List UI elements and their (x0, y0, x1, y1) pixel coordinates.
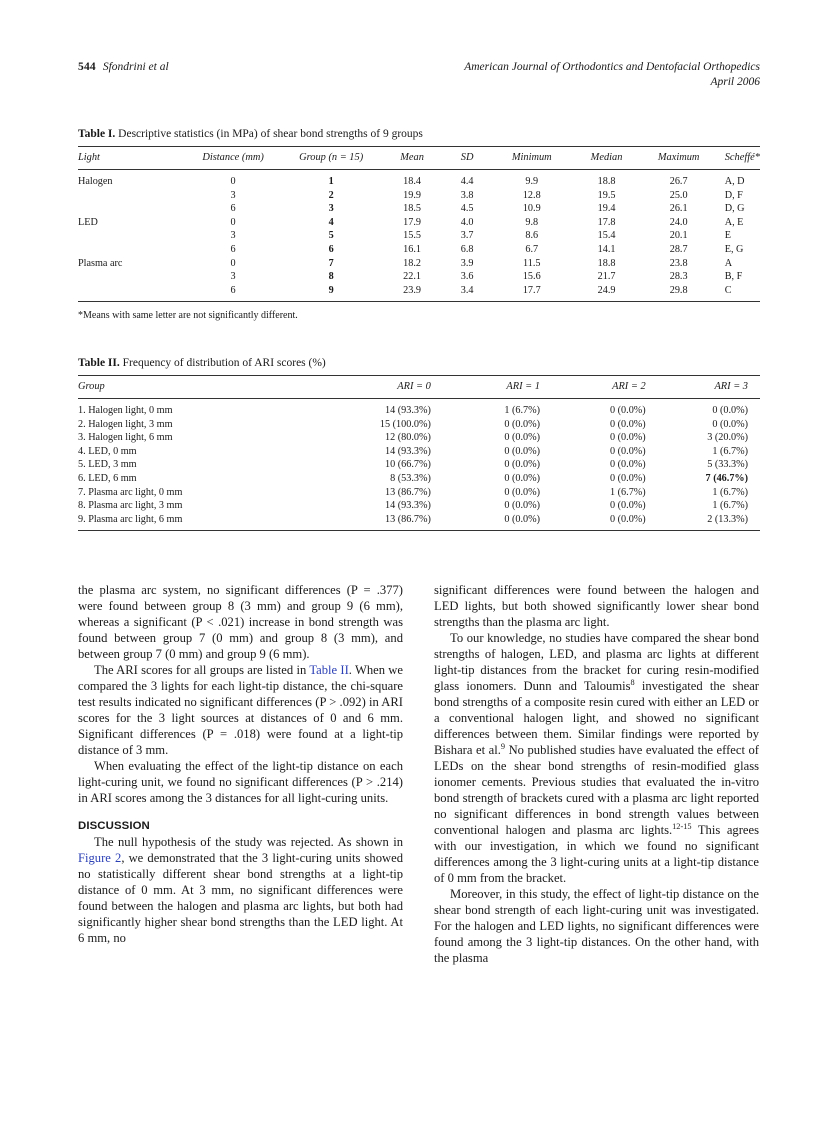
paragraph-continued: significant differences were found between the halogen and LED lights, but both showed significantly lower shear bond strengths than the plasma arc light. (434, 583, 759, 629)
right-column (434, 582, 759, 966)
cell-mean: 18.2 (403, 257, 421, 269)
paragraph-text: , we demonstrated that the 3 light-curing units showed no statistically different shear bond strengths at a light-tip distance of 0 mm. At 3 mm, no significant differences were found between the halogen and plasma arc lights, but both had significantly higher shear bond strengths than the LED light. At 6 mm, no (78, 851, 404, 945)
cell-minimum: 12.8 (522, 189, 541, 201)
table-row (78, 256, 760, 270)
cell-minimum: 17.7 (522, 284, 541, 296)
cell-minimum: 9.8 (525, 216, 539, 228)
paragraph-text: . When we compared the 3 lights for each light-tip distance, the chi-square test results indicated no significant differences (P > .092) in ARI scores for the 3 light sources at distances of 0 and 6 mm. Significant differences (P = .018) were found at a light-tip distance of 3 mm. (78, 663, 403, 757)
cell-ari3: 3 (20.0%) (707, 432, 748, 444)
cell-ari0: 14 (93.3%) (385, 500, 431, 512)
cell-minimum: 10.9 (522, 203, 541, 215)
cell-ari0: 15 (100.0%) (379, 418, 431, 430)
cell-maximum: 23.8 (669, 257, 688, 269)
cell-group: 2. Halogen light, 3 mm (78, 418, 173, 430)
cell-distance: 0 (230, 216, 236, 228)
cell-ari0: 14 (93.3%) (385, 445, 431, 457)
cell-distance: 3 (230, 230, 236, 242)
table-1-label: Table I. (78, 128, 116, 140)
cell-ari0: 14 (93.3%) (385, 405, 431, 416)
table-row (78, 243, 760, 257)
cell-light: Plasma arc (78, 257, 123, 269)
left-column (78, 582, 403, 966)
table-1-head (78, 147, 760, 170)
table-1-col-mean: Mean (383, 147, 441, 170)
cell-mean: 18.4 (403, 176, 421, 187)
section-heading-discussion: DISCUSSION (78, 820, 150, 832)
table-row (78, 417, 760, 431)
cell-distance: 6 (230, 203, 236, 215)
table-1-col-median: Median (571, 147, 643, 170)
running-head-left (78, 60, 169, 74)
table-2-col-ari2: ARI = 2 (552, 376, 658, 399)
cell-ari2: 0 (0.0%) (610, 513, 646, 525)
cell-group: 7. Plasma arc light, 0 mm (78, 486, 183, 498)
cell-scheffe: D, G (724, 203, 745, 215)
cell-median: 19.4 (597, 203, 616, 215)
table-1-col-maximum: Maximum (643, 147, 715, 170)
cell-group: 8. Plasma arc light, 3 mm (78, 500, 183, 512)
cell-distance: 3 (230, 189, 236, 201)
cell-scheffe: B, F (724, 271, 743, 283)
cell-group: 4 (328, 216, 334, 228)
table-row (78, 215, 760, 229)
cell-light (78, 270, 187, 284)
cell-group: 9. Plasma arc light, 6 mm (78, 513, 183, 525)
cell-ari2: 0 (0.0%) (610, 472, 646, 484)
cell-ari3: 0 (0.0%) (712, 405, 748, 416)
cell-ari1: 0 (0.0%) (504, 432, 540, 444)
cell-mean: 22.1 (403, 271, 421, 283)
cell-minimum: 15.6 (522, 271, 541, 283)
cell-distance: 0 (230, 257, 236, 269)
cell-minimum: 11.5 (523, 257, 541, 269)
cell-sd: 3.4 (460, 284, 474, 296)
table-1-block (78, 127, 760, 322)
cell-sd: 4.0 (460, 216, 474, 228)
cell-group: 5. LED, 3 mm (78, 459, 137, 471)
figure-2-xref-link[interactable]: Figure 2 (78, 851, 122, 865)
cell-ari0: 10 (66.7%) (385, 459, 431, 471)
cell-ari1: 1 (6.7%) (504, 405, 540, 416)
cell-sd: 3.8 (460, 189, 474, 201)
cell-median: 18.8 (597, 176, 616, 187)
paragraph-light-tip-distance: Moreover, in this study, the effect of light-tip distance on the shear bond strength of each light-curing unit was investigated. For the halogen and LED lights, no significant differences were found among the 3 light-tip distances. On the other hand, with the plasma (434, 887, 759, 965)
cell-distance: 6 (230, 284, 236, 296)
table-row (78, 202, 760, 216)
cell-ari1: 0 (0.0%) (504, 513, 540, 525)
reference-marker-9[interactable]: 9 (500, 741, 506, 751)
table-2-col-group: Group (78, 376, 310, 399)
cell-distance: 3 (230, 271, 236, 283)
table-1-col-light: Light (78, 147, 187, 170)
table-1-col-sd: SD (441, 147, 493, 170)
cell-maximum: 25.0 (669, 189, 688, 201)
cell-group: 5 (328, 230, 334, 242)
paragraph-continued: the plasma arc system, no significant differences (P = .377) were found between group 8 (3 mm) and group 9 (6 mm), whereas a significant (P < .021) increase in bond strength was found between group 7 (0 mm) and group 8 (3 mm), and between group 7 (0 mm) and group 9 (6 mm). (78, 583, 403, 661)
cell-mean: 18.5 (403, 203, 421, 215)
cell-group: 4. LED, 0 mm (78, 445, 137, 457)
cell-ari3: 2 (13.3%) (707, 513, 748, 525)
cell-distance: 6 (230, 243, 236, 255)
cell-ari3: 1 (6.7%) (712, 500, 748, 512)
cell-group: 1. Halogen light, 0 mm (78, 405, 173, 416)
cell-minimum: 8.6 (525, 230, 539, 242)
table-1-caption-text: Descriptive statistics (in MPa) of shear bond strengths of 9 groups (118, 128, 423, 140)
cell-scheffe: D, F (724, 189, 743, 201)
table-row (78, 444, 760, 458)
cell-group: 3 (328, 203, 334, 215)
cell-maximum: 29.8 (669, 284, 688, 296)
cell-mean: 16.1 (403, 243, 421, 255)
cell-ari1: 0 (0.0%) (504, 500, 540, 512)
table-row (78, 188, 760, 202)
cell-ari3: 5 (33.3%) (707, 459, 748, 471)
cell-group: 6 (328, 243, 334, 255)
reference-marker-12-15[interactable]: 12-15 (672, 821, 692, 831)
cell-scheffe: E, G (724, 243, 744, 255)
cell-ari2: 0 (0.0%) (610, 418, 646, 430)
cell-light (78, 283, 187, 301)
running-head-authors: Sfondrini et al (102, 61, 169, 73)
cell-ari2: 0 (0.0%) (610, 500, 646, 512)
cell-maximum: 28.3 (669, 271, 688, 283)
cell-median: 17.8 (597, 216, 616, 228)
cell-ari3: 1 (6.7%) (712, 486, 748, 498)
cell-ari3: 1 (6.7%) (712, 445, 748, 457)
cell-ari0: 8 (53.3%) (390, 472, 431, 484)
table-2-xref-link[interactable]: Table II (309, 663, 349, 677)
table-2-header-row (78, 376, 760, 399)
cell-median: 15.4 (597, 230, 616, 242)
paragraph-text: The ARI scores for all groups are listed in (94, 663, 310, 677)
cell-ari1: 0 (0.0%) (504, 486, 540, 498)
cell-ari2: 0 (0.0%) (610, 459, 646, 471)
cell-mean: 19.9 (403, 189, 421, 201)
cell-median: 18.8 (597, 257, 616, 269)
table-1-col-distance: Distance (mm) (187, 147, 280, 170)
cell-ari3: 7 (46.7%) (705, 472, 748, 484)
cell-ari2: 0 (0.0%) (610, 432, 646, 444)
page-folio: 544 (78, 61, 96, 73)
cell-light: Halogen (78, 176, 113, 187)
cell-light (78, 202, 187, 216)
cell-group: 3. Halogen light, 6 mm (78, 432, 173, 444)
cell-sd: 6.8 (460, 243, 474, 255)
table-row (78, 399, 760, 418)
table-1 (78, 146, 760, 302)
cell-ari2: 1 (6.7%) (610, 486, 646, 498)
cell-group: 6. LED, 6 mm (78, 472, 137, 484)
table-2-col-ari0: ARI = 0 (310, 376, 443, 399)
paragraph-prior-studies (434, 630, 759, 886)
cell-ari0: 13 (86.7%) (385, 486, 431, 498)
cell-scheffe: A (724, 257, 733, 269)
paragraph-null-hypothesis (78, 834, 403, 946)
table-row (78, 283, 760, 301)
table-row (78, 485, 760, 499)
table-row (78, 170, 760, 189)
table-2-label: Table II. (78, 357, 120, 369)
paragraph-text: This agrees with our investigation, in which we found no significant differences among the 3 light-curing units at a light-tip distance of 0 mm from the bracket. (434, 823, 759, 885)
table-row (78, 499, 760, 513)
cell-group: 9 (328, 284, 334, 296)
cell-light: LED (78, 216, 98, 228)
table-2-block (78, 356, 760, 531)
table-row (78, 512, 760, 530)
running-head (78, 60, 760, 89)
cell-mean: 17.9 (403, 216, 421, 228)
cell-group: 7 (328, 257, 334, 269)
running-head-right (464, 60, 760, 89)
table-2 (78, 375, 760, 531)
cell-scheffe: A, E (724, 216, 744, 228)
table-1-caption (78, 127, 760, 146)
table-1-header-row (78, 147, 760, 170)
cell-median: 14.1 (597, 243, 616, 255)
table-row (78, 270, 760, 284)
paragraph-ari-scores (78, 662, 403, 758)
table-row (78, 472, 760, 486)
cell-ari0: 12 (80.0%) (385, 432, 431, 444)
cell-ari1: 0 (0.0%) (504, 472, 540, 484)
cell-distance: 0 (230, 176, 236, 187)
paragraph-text: To our knowledge, no studies have compared the shear bond strengths of halogen, LED, and plasma arc lights at different light-tip distances from the bracket for curing resin-modified glass ionomers. Dunn and Taloumis (434, 631, 759, 693)
body-text (78, 582, 760, 966)
table-row (78, 458, 760, 472)
cell-median: 21.7 (597, 271, 616, 283)
table-1-col-minimum: Minimum (493, 147, 571, 170)
cell-light (78, 229, 187, 243)
table-row (78, 431, 760, 445)
cell-ari0: 13 (86.7%) (385, 513, 431, 525)
cell-group: 2 (328, 189, 334, 201)
table-1-footnote: *Means with same letter are not significantly different. (78, 309, 298, 321)
paragraph-text: No published studies have evaluated the effect of LEDs on the shear bond strengths of resin-modified glass ionomer cements. Previous studies that evaluated the in-vitro bond strength of brackets cured with a plasma arc light reported no significant differences in bond strength values between conventional halogen and plasma arc lights. (434, 743, 759, 837)
table-2-body (78, 399, 760, 531)
table-2-col-ari3: ARI = 3 (658, 376, 760, 399)
table-2-caption-text: Frequency of distribution of ARI scores (%) (122, 357, 326, 369)
cell-minimum: 9.9 (525, 176, 539, 187)
cell-sd: 3.6 (460, 271, 474, 283)
cell-median: 24.9 (597, 284, 616, 296)
cell-ari2: 0 (0.0%) (610, 405, 646, 416)
paragraph-text: The null hypothesis of the study was rejected. As shown in (94, 835, 403, 849)
cell-maximum: 26.7 (669, 176, 688, 187)
cell-minimum: 6.7 (525, 243, 539, 255)
cell-ari1: 0 (0.0%) (504, 445, 540, 457)
cell-mean: 15.5 (403, 230, 421, 242)
cell-ari2: 0 (0.0%) (610, 445, 646, 457)
cell-scheffe: E (724, 230, 731, 242)
table-2-caption (78, 356, 760, 375)
cell-group: 1 (328, 176, 334, 187)
table-2-head (78, 376, 760, 399)
cell-ari1: 0 (0.0%) (504, 418, 540, 430)
cell-maximum: 26.1 (669, 203, 688, 215)
cell-median: 19.5 (597, 189, 616, 201)
cell-sd: 3.7 (460, 230, 474, 242)
cell-sd: 4.4 (460, 176, 474, 187)
paragraph-text: investigated the shear bond strengths of a composite resin cured with either an LED or a conventional halogen light, and showed no significant differences between them. Similar findings were reported by Bishara et al. (434, 679, 759, 757)
cell-group: 8 (328, 271, 334, 283)
cell-mean: 23.9 (403, 284, 421, 296)
paragraph-light-tip-effect: When evaluating the effect of the light-tip distance on each light-curing unit, we found no significant differences (P > .214) in ARI scores among the 3 distances for all light-curing units. (78, 759, 403, 805)
cell-sd: 3.9 (460, 257, 474, 269)
table-row (78, 229, 760, 243)
table-1-col-scheffe: Scheffé* (715, 147, 760, 170)
cell-maximum: 24.0 (669, 216, 688, 228)
cell-light (78, 243, 187, 257)
cell-sd: 4.5 (460, 203, 474, 215)
cell-light (78, 188, 187, 202)
cell-maximum: 20.1 (669, 230, 688, 242)
table-1-col-group: Group (n = 15) (279, 147, 382, 170)
table-2-col-ari1: ARI = 1 (443, 376, 552, 399)
journal-title: American Journal of Orthodontics and Dentofacial Orthopedics (464, 61, 760, 73)
cell-ari3: 0 (0.0%) (712, 418, 748, 430)
cell-scheffe: A, D (724, 176, 745, 187)
reference-marker-8[interactable]: 8 (630, 677, 635, 687)
cell-scheffe: C (724, 284, 732, 296)
issue-date: April 2006 (710, 75, 760, 88)
cell-ari1: 0 (0.0%) (504, 459, 540, 471)
cell-maximum: 28.7 (669, 243, 688, 255)
table-1-body (78, 170, 760, 302)
